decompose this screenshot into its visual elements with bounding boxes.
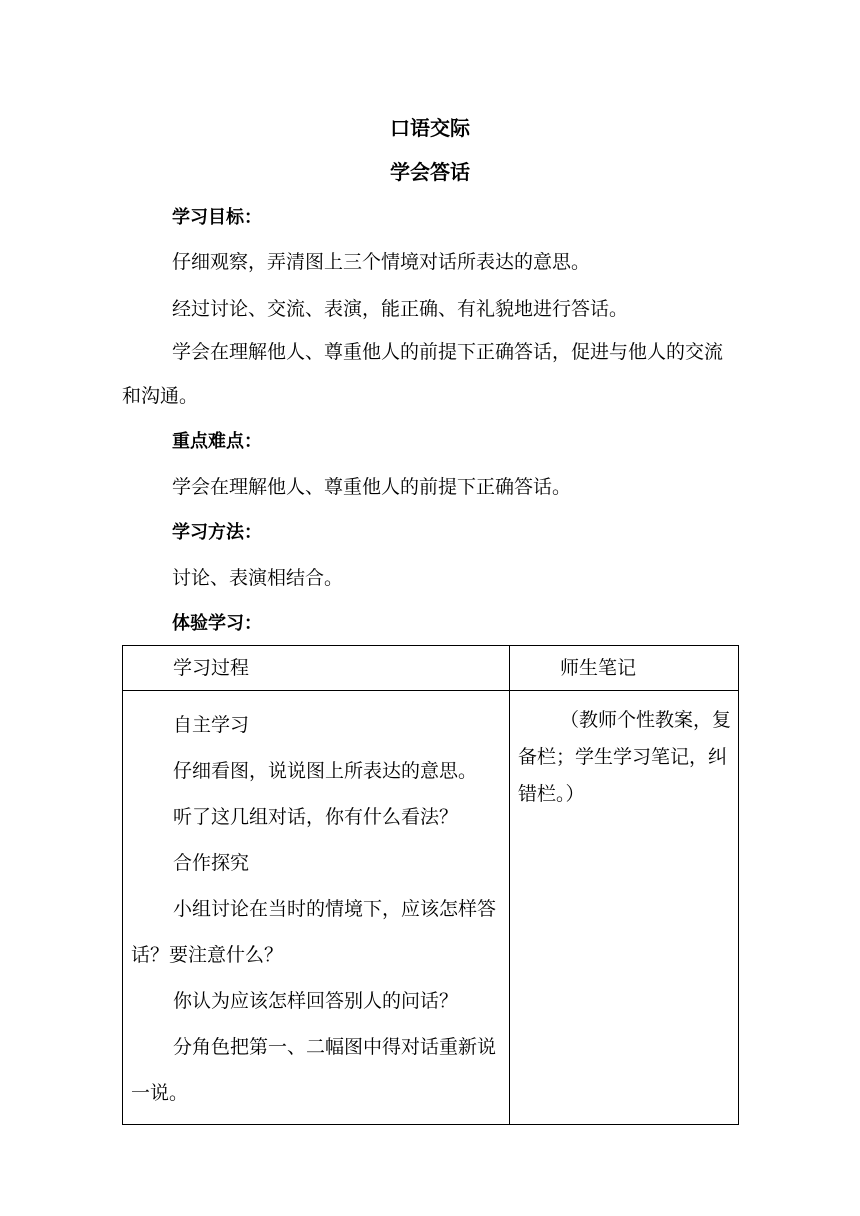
table-row bbox=[123, 691, 739, 1125]
process-item: 分角色把第一、二幅图中得对话重新说一说。 bbox=[131, 1036, 497, 1104]
goal-item-1: 仔细观察，弄清图上三个情境对话所表达的意思。 bbox=[172, 251, 591, 273]
goal-item-3: 学会在理解他人、尊重他人的前提下正确答话，促进与他人的交流和沟通。 bbox=[122, 341, 724, 407]
process-cell bbox=[123, 691, 510, 1125]
method-text: 讨论、表演相结合。 bbox=[172, 567, 344, 589]
process-column-header: 学习过程 bbox=[123, 646, 510, 691]
experience-table bbox=[122, 645, 739, 1125]
process-item: 听了这几组对话，你有什么看法？ bbox=[173, 806, 459, 828]
notes-text: （教师个性教案，复备栏；学生学习笔记，纠错栏。） bbox=[518, 709, 732, 805]
goal-item-2: 经过讨论、交流、表演，能正确、有礼貌地进行答话。 bbox=[172, 298, 629, 320]
key-heading: 重点难点： bbox=[172, 431, 262, 452]
experience-heading: 体验学习： bbox=[172, 613, 262, 634]
notes-cell bbox=[510, 691, 739, 1125]
process-item: 小组讨论在当时的情境下，应该怎样答话？要注意什么？ bbox=[131, 898, 497, 966]
goals-heading: 学习目标： bbox=[172, 207, 262, 228]
process-item: 自主学习 bbox=[173, 714, 250, 736]
process-item: 仔细看图，说说图上所表达的意思。 bbox=[173, 760, 478, 782]
page-title: 口语交际 bbox=[390, 116, 470, 140]
process-item: 你认为应该怎样回答别人的问话？ bbox=[173, 990, 459, 1012]
page-subtitle: 学会答话 bbox=[390, 160, 470, 184]
process-item: 合作探究 bbox=[173, 852, 250, 874]
notes-column-header: 师生笔记 bbox=[510, 646, 739, 691]
method-heading: 学习方法： bbox=[172, 522, 262, 543]
table-header-row bbox=[123, 646, 739, 691]
key-text: 学会在理解他人、尊重他人的前提下正确答话。 bbox=[172, 476, 572, 498]
